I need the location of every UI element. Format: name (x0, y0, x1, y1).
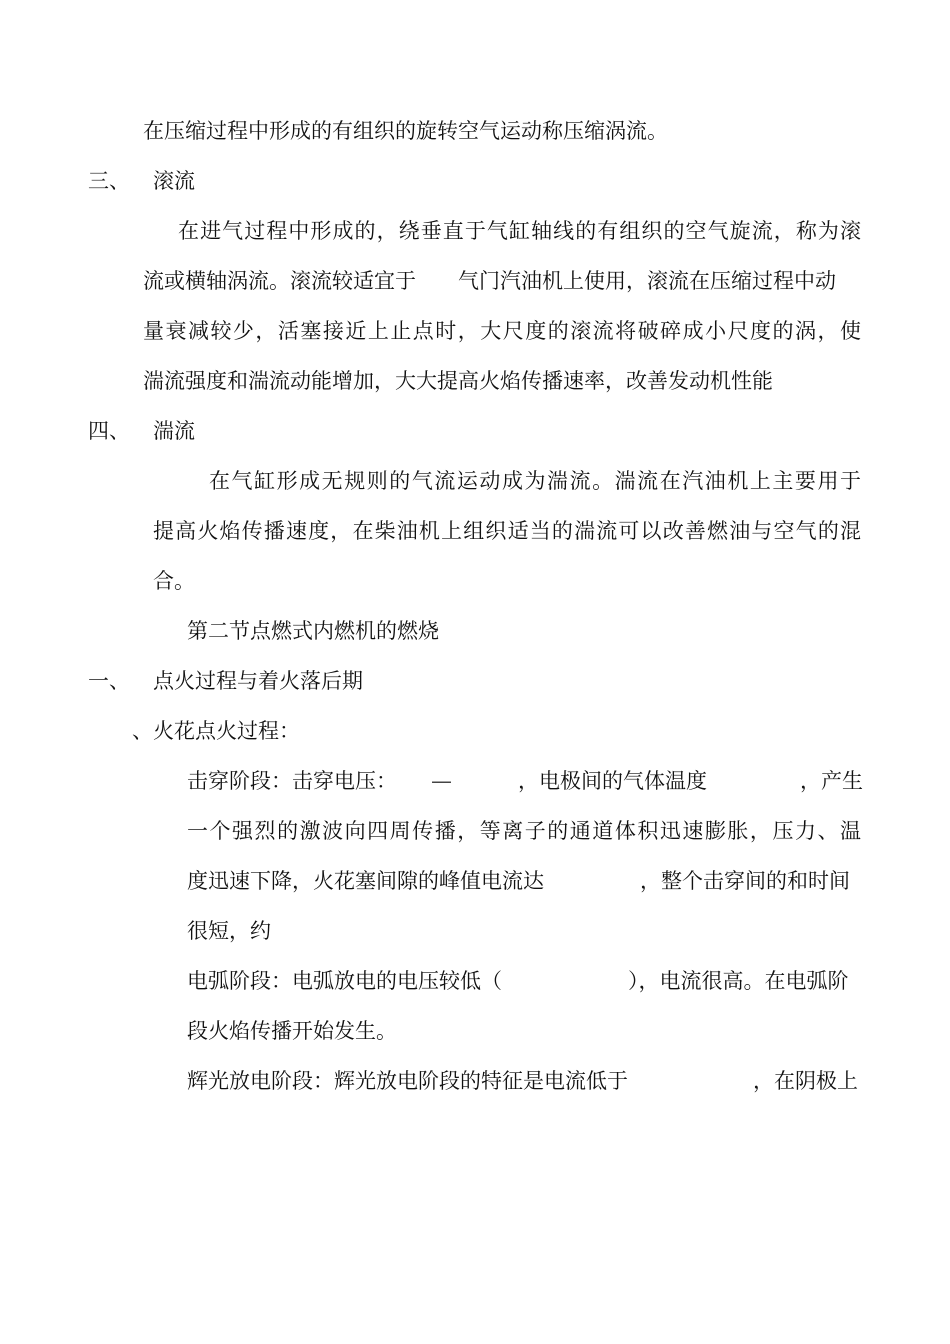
paragraph-line: 度迅速下降，火花塞间隙的峰值电流达 (187, 869, 544, 893)
paragraph-line: ，在阴极上 (753, 1069, 858, 1093)
paragraph-line: 在压缩过程中形成的有组织的旋转空气运动称压缩涡流。 (143, 119, 668, 143)
section-heading: 湍流 (153, 419, 195, 443)
subsection-heading: 、火花点火过程： (132, 719, 300, 743)
paragraph-line: ），电流很高。在电弧阶 (628, 969, 849, 993)
paragraph-line: 量衰减较少，活塞接近上止点时，大尺度的滚流将破碎成小尺度的涡，使 (143, 319, 861, 343)
paragraph-line: 很短，约 (187, 919, 271, 943)
section-heading: 滚流 (153, 169, 195, 193)
paragraph-line: 在气缸形成无规则的气流运动成为湍流。湍流在汽油机上主要用于 (209, 469, 861, 493)
paragraph-line: 击穿阶段：击穿电压： (187, 769, 397, 793)
paragraph-line: 在进气过程中形成的，绕垂直于气缸轴线的有组织的空气旋流，称为滚 (178, 219, 861, 243)
paragraph-line: 电弧阶段：电弧放电的电压较低（ (187, 969, 502, 993)
paragraph-line: ，整个击穿间的和时间 (640, 869, 850, 893)
paragraph-line: 合。 (153, 569, 195, 593)
section-number: 一、 (88, 669, 130, 693)
section-number: 四、 (88, 419, 130, 443)
paragraph-line: 湍流强度和湍流动能增加，大大提高火焰传播速率，改善发动机性能 (143, 369, 773, 393)
paragraph-line: 提高火焰传播速度，在柴油机上组织适当的湍流可以改善燃油与空气的混 (153, 519, 861, 543)
paragraph-line: ，产生 (800, 769, 863, 793)
paragraph-line: ，电极间的气体温度 (518, 769, 707, 793)
chapter-heading: 第二节点燃式内燃机的燃烧 (187, 619, 439, 643)
paragraph-line: 一个强烈的激波向四周传播，等离子的通道体积迅速膨胀，压力、温 (187, 819, 861, 843)
dash-mark: — (431, 769, 452, 793)
section-heading: 点火过程与着火落后期 (153, 669, 363, 693)
section-number: 三、 (88, 169, 130, 193)
paragraph-line: 流或横轴涡流。滚流较适宜于 (143, 269, 416, 293)
paragraph-line: 气门汽油机上使用，滚流在压缩过程中动 (458, 269, 836, 293)
paragraph-line: 辉光放电阶段：辉光放电阶段的特征是电流低于 (187, 1069, 628, 1093)
paragraph-line: 段火焰传播开始发生。 (187, 1019, 397, 1043)
